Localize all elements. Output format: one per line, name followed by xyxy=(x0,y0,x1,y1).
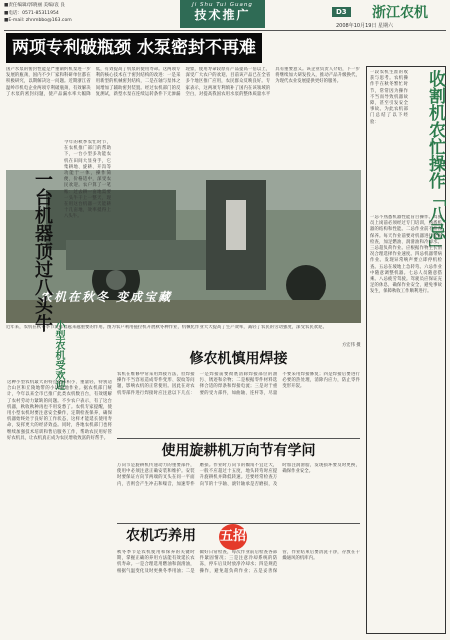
email-line: ■E-mail: zhnmbbo@163.com xyxy=(4,18,72,24)
photo-inner-caption: 农机在秋冬 变成宝藏 xyxy=(40,290,173,304)
tips-headline: 农机巧养用 xyxy=(126,528,196,544)
tips-body: 秋冬季节是农机使用和保养的关键时期，掌握正确的养用方法能有效延长农机寿命。一是合理选用燃油和润滑油，根据气温变化及时更换冬季用油；二是做好日常检查，每次作业前后检查各部件紧固情况；三是注意冷却系统的防冻，停车后及时放净冷却水；四是规范操作，避免超负荷作业；五是妥善保管，作业结束后要清洗干净，存放在干燥通风的机库内。 xyxy=(117,550,360,574)
safety-body: 万向节是旋耕机传递动力的重要部件，使用中必须注意正确安装和维护。安装时要保证方向节两端的叉头在同一平面内，否则会产生冲击和噪音，加速零件磨损。作业时万向节的倾角不宜过大，一般不应超过十五度，地头转弯时应提升旋耕机并降低转速。还要经常检查万向节的十字轴、滚针轴承是否磨损，及时加注润滑脂，发现损坏要及时更换，确保作业安全。 xyxy=(117,463,360,487)
left-feature-body: 这种小型农机最大的特点是体积小、重量轻，特别适合山区和丘陵地带的小块田地作业。据农机部门统计，今年以来全市已推广此类农机数百台，有效缓解了农村劳动力紧缺的问题。不少农户表示，有了这台机器，秋收秋种再也不用发愁了。农机专家提醒，使用小型农机时要注意安全操作，定期检查保养，确保机器始终处于良好的工作状态，这样才能延长使用寿命，发挥更大的经济效益。同时，各地农机部门也将继续加强技术培训和售后服务工作，帮助农民用好管好农机具，让农机真正成为农民增收致富的好帮手。 xyxy=(7,380,112,441)
column-pinyin: Ji Shu Tui Guang xyxy=(192,2,253,8)
right-column-intro: 一段农机生涯的收获与思考。农机操作手在秋冬繁忙时节，常常因为操作不当而导致机器故障，甚至引发安全事故。为此农机部门总结了以下经验： xyxy=(370,70,408,125)
column-title: 技术推广 xyxy=(194,8,251,22)
photo-credit: 方宏伟 摄 xyxy=(342,343,361,348)
page-number: D3 xyxy=(332,7,351,17)
photo-caption: 近年来，农机在秋冬季节发挥着越来越重要的作用。图为农户利用拖拉机开展秋冬种作业，机械化作业大大提高了生产效率，减轻了农民的劳动强度，深受农民欢迎。 xyxy=(6,325,327,330)
left-feature-subtitle: 小型农机受欢迎 xyxy=(53,320,64,390)
editor-line: ■责任编辑/郭晓丽 美编/袁 良 xyxy=(4,3,65,8)
top-article-body: 国产水泵的密封性能是严重制约机泵进一步发展的瓶颈，国内不少厂家和科研单位都在积极研究，以期解决这一问题。近期浙江省温岭市机电企业两项专利破瓶颈，有效解决了水泵的密封问题，使产品漏水率大幅降低，有效提高了机泵的使用寿命。这两项专利的核心技术在于密封结构的改进：一是采用新型的机械密封结构，二是在轴与泵体之间增加了辅助密封装置。经过农机部门的反复测试，新型水泵在连续运转条件下无渗漏现象，使用寿命较原有产品提高一倍以上，深受广大农户的欢迎。目前该产品已在全省多个地区推广应用，农民群众反映良好。专家表示，这两项专利填补了国内在该领域的空白，对提高我国农用水泵的整体质量水平具有重要意义。该企业负责人介绍，下一步将继续加大研发投入，推动产品升级换代，为现代农业发展提供更好的服务。 xyxy=(6,67,360,97)
right-column-title: 收割机农忙操作「八忌」 xyxy=(425,70,445,257)
right-column-body: 一忌不熟悉机器性能盲目操作。驾驶员上岗前必须经过专门培训，熟悉机器的结构和性能。二忌作业前不检查保养。每天作业前要对机器进行全面检查，加足燃油、润滑油和冷却水。三忌超负荷作业。应根据作物生长情况合理选择作业速度。四忌机器带病作业。发现异常响声要立即停机检查。五忌在坡地上急转弯。六忌作业中随意调整机器。七忌人员随意搭乘。八忌疲劳驾驶。驾驶员应保证充足的休息，确保作业安全，避免事故发生，保障秋收工作顺利进行。 xyxy=(370,215,442,295)
section-divider xyxy=(117,523,360,524)
safety-headline: 使用旋耕机万向节有学问 xyxy=(161,443,316,459)
page-header xyxy=(0,0,450,30)
left-feature-title: 一台机器顶过八头牛 xyxy=(32,170,53,332)
editor-info xyxy=(4,2,154,25)
tips-badge: 五招 xyxy=(219,524,247,550)
welding-body: 农机在维修中常采用焊接方法，但焊接操作不当容易造成零件变形、裂纹等问题，影响农机的正常使用。因此在对农机零部件进行焊接时应注意以下几点：一是焊接前要彻底清除焊接部位的油污、锈迹和杂物；二是根据零件材料选择合适的焊条和焊接电流；三是对于重要的受力部件，如曲轴、连杆等，尽量不要采用焊接修复；四是焊接后要进行必要的热处理，消除内应力，防止零件变形开裂。 xyxy=(117,372,360,396)
phone-line: ■电话：0571-85311954 xyxy=(4,10,59,16)
welding-headline: 修农机慎用焊接 xyxy=(189,351,288,367)
main-headline: 两项专利破瓶颈 水泵密封不再难 xyxy=(6,33,262,63)
feature-photo xyxy=(6,170,361,323)
header-rule xyxy=(4,30,446,31)
dateline: 2008年10月19日 星期六 xyxy=(336,23,394,29)
masthead: 浙江农机 xyxy=(372,5,428,21)
section-divider xyxy=(117,438,360,439)
left-feature-intro: 今年的秋季农忙时节，在农机推广部门的帮助下，一台小型多功能农机在田间大显身手，它集耕地、旋耕、开沟等功能于一体，操作简便，价格适中，深受农民欢迎。农户算了一笔账：过去耕一亩地需要一头牛干上一整天，现在用这台机器一天能耕十几亩地，效率抵得上八头牛。 xyxy=(64,140,111,220)
column-banner xyxy=(180,0,265,28)
